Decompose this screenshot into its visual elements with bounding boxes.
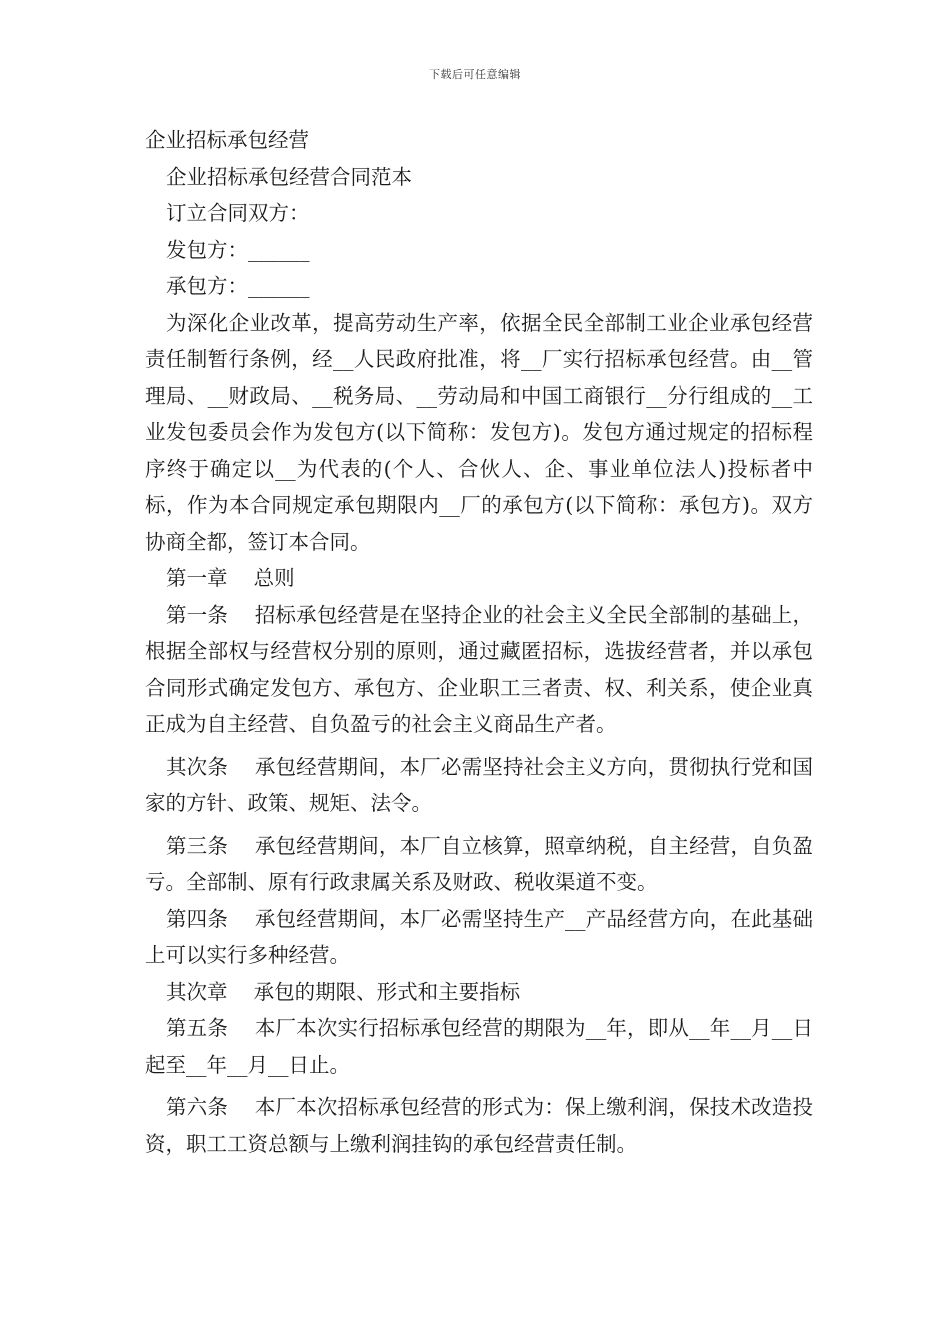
party-a: 发包方：______ [166,237,310,262]
article-1: 第一条 招标承包经营是在坚持企业的社会主义全民全部制的基础上，根据全部权与经营权分别的原则，通过藏匿招标，选拔经营者，并以承包合同形式确定发包方、承包方、企业职工三者责、权、利关系，使企业真正成为自主经营、自负盈亏的社会主义商品生产者。 [145,602,813,736]
party-b: 承包方：______ [166,274,310,298]
document-subtitle: 企业招标承包经营合同范本 [166,164,412,189]
article-3: 第三条 承包经营期间，本厂自立核算，照章纳税，自主经营，自负盈亏。全部制、原有行政隶属关系及财政、税收渠道不变。 [145,833,813,894]
document-title: 企业招标承包经营 [145,128,309,152]
article-2: 其次条 承包经营期间，本厂必需坚持社会主义方向，贯彻执行党和国家的方针、政策、规矩、法令。 [145,754,813,815]
parties-intro: 订立合同双方： [166,201,310,225]
chapter-1-heading: 第一章 总则 [166,566,295,590]
article-4: 第四条 承包经营期间，本厂必需坚持生产__产品经营方向，在此基础上可以实行多种经营。 [145,906,813,967]
article-5: 第五条 本厂本次实行招标承包经营的期限为__年，即从__年__月__日起至__年__月__日止。 [145,1016,813,1077]
preamble-paragraph: 为深化企业改革，提高劳动生产率，依据全民全部制工业企业承包经营责任制暂行条例，经__人民政府批准，将__厂实行招标承包经营。由__管理局、__财政局、__税务局、__劳动局和中国工商银行__分行组成的__工业发包委员会作为发包方(以下简称：发包方)。发包方通过规定的招标程序终于确定以__为代表的(个人、合伙人、企、事业单位法人)投标者中标，作为本合同规定承包期限内__厂的承包方(以下简称：承包方)。双方协商全都，签订本合同。 [145,310,813,554]
chapter-2-heading: 其次章 承包的期限、形式和主要指标 [166,979,521,1004]
document-body [145,122,813,1162]
article-6: 第六条 本厂本次招标承包经营的形式为：保上缴利润，保技术改造投资，职工工资总额与上缴利润挂钩的承包经营责任制。 [145,1095,813,1156]
page-header-note: 下载后可任意编辑 [429,68,521,81]
